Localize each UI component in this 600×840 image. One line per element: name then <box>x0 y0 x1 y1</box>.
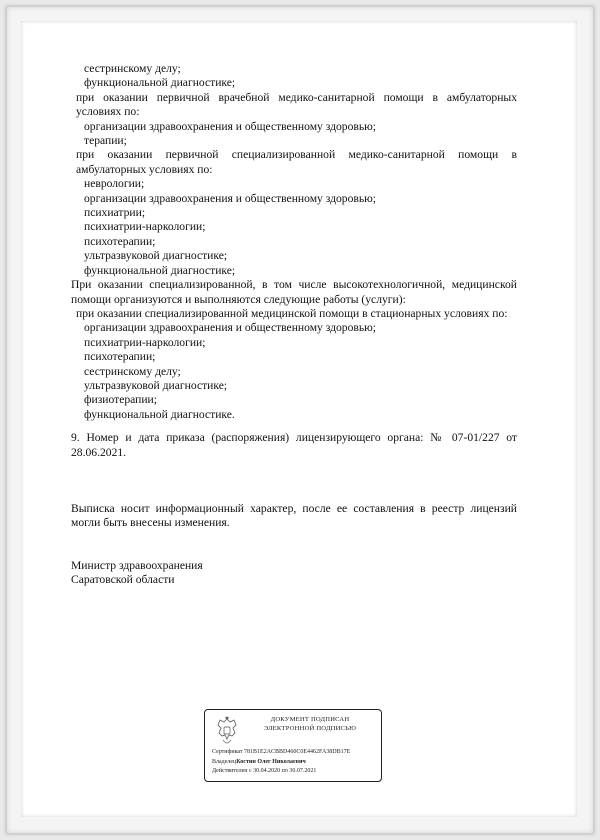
document-line: ультразвуковой диагностике; <box>84 378 228 392</box>
document-line: неврологии; <box>84 177 145 191</box>
document-line: При оказании специализированной, в том числе высокотехнологичной, медицинской помощи организуются и выполняются следующие работы (услуги): <box>71 278 517 306</box>
document-line: при оказании первичной специализированной медико-санитарной помощи в амбулаторных условиях по: <box>76 148 517 176</box>
document-line: сестринскому делу; <box>84 62 181 75</box>
document-line: физиотерапии; <box>84 393 157 407</box>
document-line: функциональной диагностике. <box>84 407 235 421</box>
document-line: ультразвуковой диагностике; <box>84 249 228 263</box>
document-body <box>71 62 517 588</box>
stamp-owner: ВладелецКостин Олег Николаевич <box>212 758 306 765</box>
document-line: при оказании специализированной медицинской помощи в стационарных условиях по: <box>76 306 508 320</box>
document-line: психотерапии; <box>84 350 156 364</box>
document-line: функциональной диагностике; <box>84 263 236 277</box>
stamp-details <box>212 748 350 777</box>
document-line: психотерапии; <box>84 234 156 248</box>
document-line: Саратовской области <box>71 573 175 587</box>
document-line: Министр здравоохранения <box>71 558 203 572</box>
document-line: при оказании первичной врачебной медико-санитарной помощи в амбулаторных условиях по: <box>76 90 517 119</box>
document-line: терапии; <box>84 134 127 148</box>
stamp-title: ДОКУМЕНТ ПОДПИСАН ЭЛЕКТРОННОЙ ПОДПИСЬЮ <box>263 716 357 732</box>
stamp-validity: Действителен с 30.04.2020 по 30.07.2021 <box>212 768 317 774</box>
document-line: психиатрии-наркологии; <box>84 335 206 349</box>
document-line: организации здравоохранения и общественному здоровью; <box>84 321 377 335</box>
document-line: организации здравоохранения и общественному здоровью; <box>84 191 377 205</box>
document-line: Выписка носит информационный характер, после ее составления в реестр лицензий могли быть внесены изменения. <box>71 501 517 530</box>
stamp-certificate: Сертификат 781B1E2ACBBD460C0E4462FA38DB17E <box>212 749 351 755</box>
electronic-signature-stamp <box>204 709 382 782</box>
document-line: организации здравоохранения и общественному здоровью; <box>84 119 377 133</box>
document-line: 9. Номер и дата приказа (распоряжения) лицензирующего органа: № 07-01/227 от 28.06.2021. <box>71 431 517 459</box>
document-line: психиатрии-наркологии; <box>84 220 206 234</box>
coat-of-arms-icon <box>214 716 240 750</box>
document-line: функциональной диагностике; <box>84 76 236 90</box>
document-line: психиатрии; <box>84 206 146 220</box>
document-line: сестринскому делу; <box>84 364 181 378</box>
